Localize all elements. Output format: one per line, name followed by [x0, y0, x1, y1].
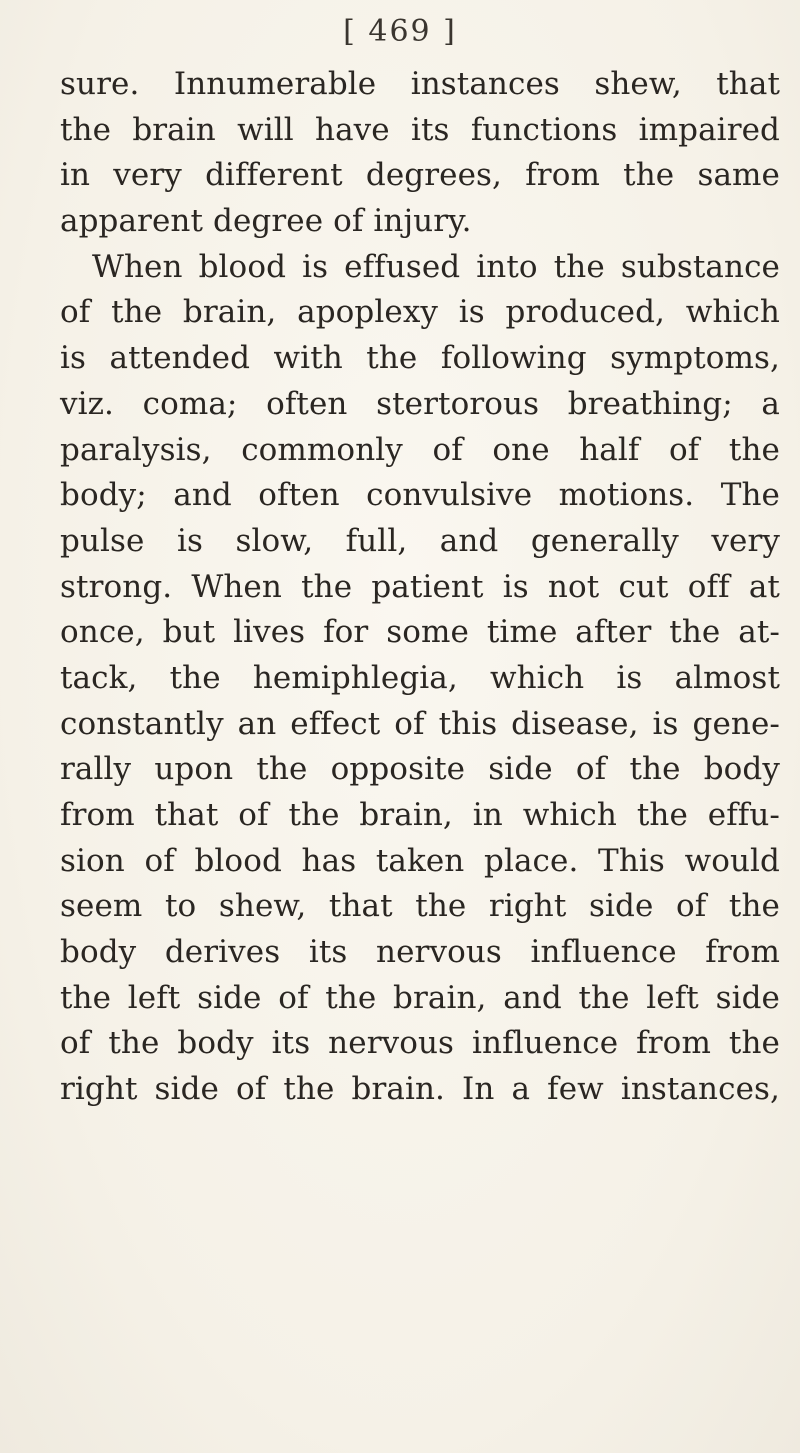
page-number: [ 469 ] — [343, 14, 457, 49]
text-line: apparent degree of injury. — [60, 203, 472, 240]
text-line: strong. When the patient is not cut off at — [60, 568, 780, 605]
text-line: is attended with the following symptoms, — [60, 340, 780, 377]
text-line: of the brain, apoplexy is produced, which — [60, 294, 780, 331]
text-line: in very different degrees, from the same — [60, 157, 780, 194]
text-line: tack, the hemiphlegia, which is almost — [60, 659, 780, 696]
text-line: right side of the brain. In a few instances, — [60, 1071, 780, 1108]
text-line: constantly an effect of this disease, is gene- — [60, 705, 780, 742]
text-line: from that of the brain, in which the effu- — [60, 797, 780, 833]
text-line: the left side of the brain, and the left side — [60, 979, 780, 1016]
text-line: viz. coma; often stertorous breathing; a — [60, 385, 780, 422]
text-line: the brain will have its functions impaired — [60, 111, 780, 148]
text-line: body derives its nervous influence from — [60, 934, 780, 971]
text-line: of the body its nervous influence from the — [60, 1025, 780, 1062]
text-line: sion of blood has taken place. This would — [60, 842, 780, 879]
text-line: rally upon the opposite side of the body — [60, 751, 780, 788]
text-line: paralysis, commonly of one half of the — [60, 431, 780, 468]
paragraph-start-line: When blood is effused into the substance — [92, 248, 780, 285]
text-line: seem to shew, that the right side of the — [60, 888, 780, 925]
text-line: pulse is slow, full, and generally very — [60, 522, 780, 559]
text-line: once, but lives for some time after the at- — [60, 614, 780, 651]
text-line: body; and often convulsive motions. The — [60, 477, 780, 514]
text-line: sure. Innumerable instances shew, that — [60, 66, 780, 102]
body-text — [60, 62, 780, 1113]
